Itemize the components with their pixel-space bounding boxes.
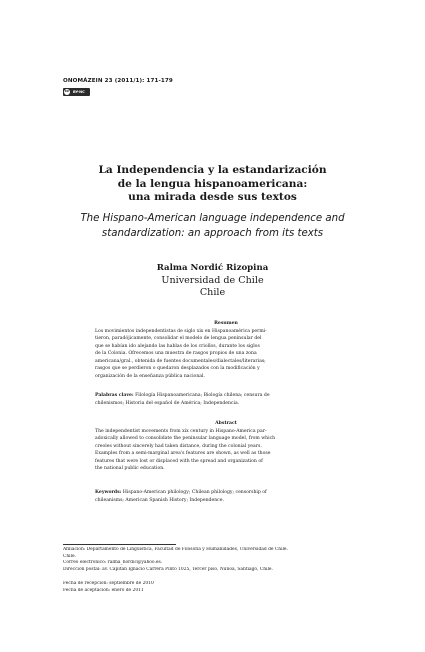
resumen-line: organización de la enseñanza pública nacional.: [95, 373, 205, 379]
creative-commons-badge[interactable]: [63, 88, 90, 96]
abstract-line: adoxically allowed to consolidate the peninsular language model, from which: [95, 436, 276, 441]
footnote-address: Dirección postal: av. Capitán Ignacio Carrera Pinto 1025, Tercer piso, Ñuñoa, Santiago, Chile.: [63, 566, 273, 572]
abstract-line: features that were lost or displaced with the spread and organization of: [95, 458, 263, 464]
resumen-line: que se habían ido alejando las hablas de los criollos, durante los siglos: [95, 343, 260, 349]
author-country: Chile: [199, 287, 226, 298]
keywords-text: Hispano-American philology; Chilean philology; censorship of: [122, 490, 267, 495]
footnotes-block: [63, 547, 363, 573]
footnote-divider: [63, 544, 176, 545]
title-es-line: de la lengua hispanoamericana:: [117, 177, 308, 190]
footnote-affiliation-country: Chile.: [63, 553, 76, 559]
author-block: [70, 262, 355, 300]
palabras-clave-line: [95, 392, 357, 400]
title-en-line: The Hispano-American language independence and: [80, 213, 345, 224]
resumen-section: [95, 320, 357, 380]
keywords-section: [95, 489, 357, 504]
license-label: BY-NC: [73, 90, 85, 94]
resumen-heading: Resumen: [214, 321, 238, 326]
keywords-line: chileanisms; American Spanish History; Independence.: [95, 497, 224, 503]
dates-block: [63, 581, 363, 594]
title-english: [70, 211, 355, 241]
abstract-line: Examples from a semi-marginal area's features are shown, as well as those: [95, 451, 271, 456]
title-es-line: La Independencia y la estandarización: [98, 164, 327, 176]
title-es-line: una mirada desde sus textos: [128, 191, 297, 203]
keywords-label: Keywords:: [95, 490, 122, 495]
abstract-line: The independentist movements from xix century in Hispano-America par-: [95, 428, 267, 434]
footnote-affiliation: Afiliación: Departamento de Lingüística, Facultad de Filosofía y Humanidades, Universidad de Chile.: [63, 547, 288, 552]
resumen-line: tieron, paradójicamente, consolidar el modelo de lengua peninsular del: [95, 336, 262, 341]
title-en-line: standardization: an approach from its texts: [101, 228, 324, 239]
abstract-line: the national public education.: [95, 466, 165, 471]
cc-logo-icon: cc: [64, 89, 70, 94]
palabras-clave-line: chilenismos; Historia del español de América; Independencia.: [95, 400, 240, 406]
palabras-clave-section: [95, 392, 357, 407]
resumen-line: Los movimientos independentistas de siglo xix en Hispanoamérica permi-: [95, 328, 267, 334]
palabras-clave-label: Palabras clave:: [95, 393, 134, 398]
accepted-date: Fecha de aceptación: enero de 2011: [63, 587, 144, 593]
title-spanish: [70, 164, 355, 205]
abstract-heading: Abstract: [215, 421, 237, 426]
received-date: Fecha de recepción: septiembre de 2010: [63, 581, 154, 586]
footnote-email: Correo electrónico: ralma_hordic@yahoo.es.: [63, 560, 163, 566]
author-name: Ralma Nordić Rizopina: [156, 263, 269, 273]
author-affiliation: Universidad de Chile: [161, 274, 264, 286]
palabras-clave-text: Filología Hispanoamericana; Biología chilena; censura de: [135, 393, 270, 398]
keywords-line: [95, 489, 357, 497]
abstract-section: [95, 420, 357, 473]
journal-reference: ONOMÁZEIN 23 (2011/1): 171-179: [63, 78, 173, 84]
resumen-line: americana/gral., obtenida de fuentes documentales/dialectales/literarias;: [95, 358, 266, 364]
resumen-line: rasgos que se perdieron o quedaron desplazados con la modificación y: [95, 366, 260, 371]
abstract-line: creoles without sincerely had taken distance, during the colonial years.: [95, 443, 262, 449]
resumen-line: de la Colonia. Ofrecemos una muestra de rasgos propios de una zona: [95, 351, 257, 356]
